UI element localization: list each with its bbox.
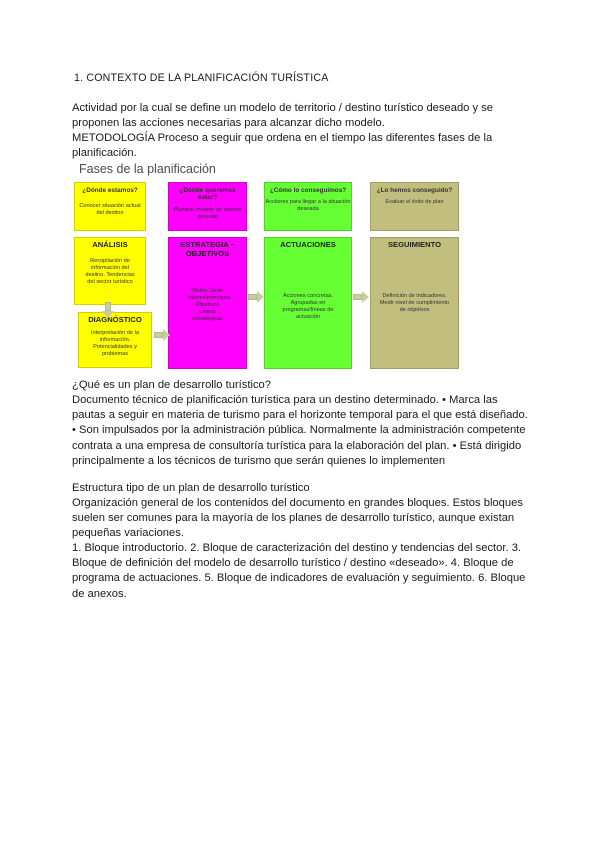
analisis-body: Recopilación de información del destino. Tendencias del sector turístico: [85, 258, 135, 285]
question-body-2: Plantear modelo de destino deseado: [173, 206, 242, 220]
question-body-3: Acciones para llegar a la situación deseada: [265, 199, 351, 213]
estrategia-box: [168, 237, 247, 369]
diagnostico-title: DIAGNÓSTICO: [88, 315, 142, 324]
diagnostico-box: [78, 312, 152, 368]
question-title-1: ¿Dónde estamos?: [82, 187, 138, 194]
estructura-heading: Estructura tipo de un plan de desarrollo turístico: [72, 482, 310, 494]
diagnostico-body: Interpretación de la información. Potencialidades y problemas: [91, 330, 139, 357]
analisis-title: ANÁLISIS: [92, 240, 128, 249]
question-box-4: [370, 182, 459, 231]
actuaciones-title: ACTUACIONES: [280, 240, 336, 249]
question-title-3: ¿Cómo lo conseguimos?: [269, 187, 347, 194]
estructura-paragraph: Organización general de los contenidos del documento en grandes bloques. Estos bloques suelen ser comunes para la mayoría de los planes de desarrollo turístico, aunque existan pequeñas variaciones.: [72, 497, 523, 540]
question-heading: ¿Qué es un plan de desarrollo turístico?: [72, 379, 271, 391]
intro-paragraph: Actividad por la cual se define un modelo de territorio / destino turístico deseado y se proponen las acciones necesarias para alcanzar dicho modelo.: [72, 102, 494, 130]
seguimiento-body: Definición de indicadores. Medir nivel de cumplimiento de objetivos: [379, 293, 450, 313]
figure-title: Fases de la planificación: [79, 162, 216, 176]
seguimiento-title: SEGUIMIENTO: [387, 240, 442, 249]
estrategia-body: Misión Visión Valores/principios Objetivos Líneas estratégicas: [187, 288, 231, 322]
question-title-4: ¿Lo hemos conseguido?: [376, 187, 453, 194]
actuaciones-box: [264, 237, 352, 369]
question-title-2: ¿Dónde queremos estar?: [179, 187, 236, 202]
section-heading: 1. CONTEXTO DE LA PLANIFICACIÓN TURÍSTICA: [74, 72, 329, 84]
question-box-3: [264, 182, 352, 231]
analisis-box: [74, 237, 146, 305]
plan-paragraph: Documento técnico de planificación turística para un destino determinado. • Marca las pautas a seguir en materia de turismo para el horizonte temporal para el que está diseñado. • Son impulsados por la administración pública. Normalmente la administración competente contrata a una empresa de consultoría turística para la elaboración del plan. • Está dirigido principalmente a los técnicos de turismo que serán quienes lo implementen: [72, 394, 528, 467]
question-body-1: Conocer situación actual del destino: [79, 203, 141, 217]
question-box-1: [74, 182, 146, 231]
seguimiento-box: [370, 237, 459, 369]
phases-figure: [72, 161, 468, 373]
bloques-paragraph: 1. Bloque introductorio. 2. Bloque de caracterización del destino y tendencias del sector. 3. Bloque de definición del modelo de desarrollo turístico / destino «deseado». 4. Bloque de programa de actuaciones. 5. Bloque de indicadores de evaluación y seguimiento. 6. Bloque de anexos.: [72, 542, 526, 600]
actuaciones-body: Acciones concretas. Agrupadas en programas/líneas de actuación: [282, 293, 334, 320]
question-body-4: Evaluar el éxito de plan: [385, 199, 444, 206]
question-box-2: [168, 182, 247, 231]
metodologia-paragraph: METODOLOGÍA Proceso a seguir que ordena en el tiempo las diferentes fases de la planificación.: [72, 132, 493, 160]
estrategia-title: ESTRATEGIA – OBJETIVOS: [180, 240, 235, 258]
